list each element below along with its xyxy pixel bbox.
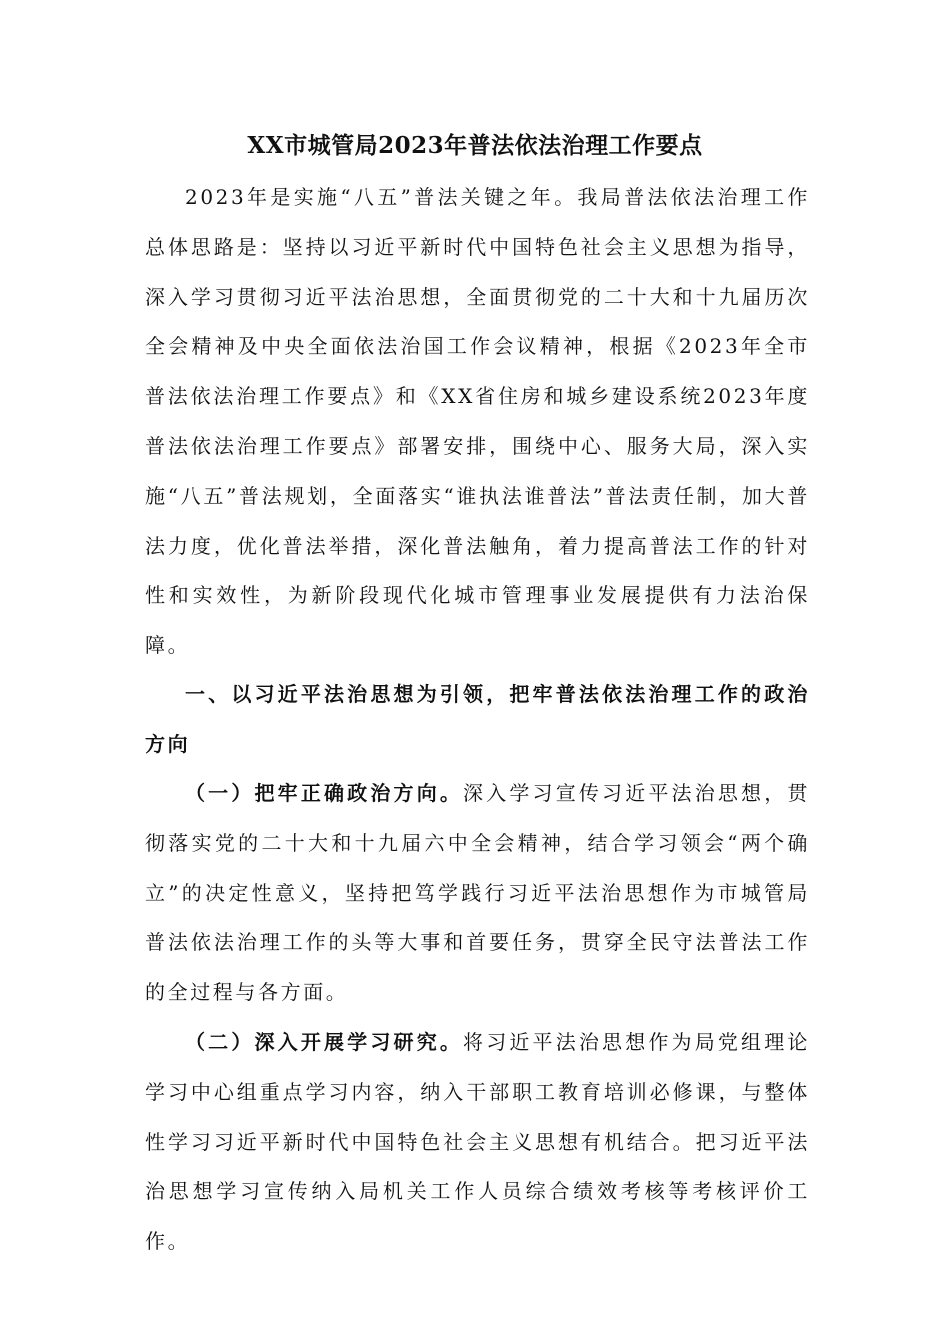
item-1-paragraph (145, 769, 810, 1018)
item-1-text: 深入学习宣传习近平法治思想，贯彻落实党的二十大和十九届六中全会精神，结合学习领会“两个确立”的决定性意义，坚持把笃学践行习近平法治思想作为市城管局普法依法治理工作的头等大事和首要任务，贯穿全民守法普法工作的全过程与各方面。 (145, 781, 810, 1005)
document-title: XX市城管局2023年普法依法治理工作要点 (247, 132, 703, 159)
intro-paragraph: 2023年是实施“八五”普法关键之年。我局普法依法治理工作总体思路是：坚持以习近平新时代中国特色社会主义思想为指导，深入学习贯彻习近平法治思想，全面贯彻党的二十大和十九届历次全会精神及中央全面依法治国工作会议精神，根据《2023年全市普法依法治理工作要点》和《XX省住房和城乡建设系统2023年度普法依法治理工作要点》部署安排，围绕中心、服务大局，深入实施“八五”普法规划，全面落实“谁执法谁普法”普法责任制，加大普法力度，优化普法举措，深化普法触角，着力提高普法工作的针对性和实效性，为新阶段现代化城市管理事业发展提供有力法治保障。 (145, 185, 810, 658)
item-2-paragraph (145, 1018, 810, 1267)
item-2-text: 将习近平法治思想作为局党组理论学习中心组重点学习内容，纳入干部职工教育培训必修课，与整体性学习习近平新时代中国特色社会主义思想有机结合。把习近平法治思想学习宣传纳入局机关工作人员综合绩效考核等考核评价工作。 (145, 1030, 810, 1254)
item-2-lead: （二）深入开展学习研究。 (185, 1030, 464, 1054)
item-1-lead: （一）把牢正确政治方向。 (185, 781, 464, 805)
section-1-heading: 一、以习近平法治思想为引领，把牢普法依法治理工作的政治方向 (145, 682, 810, 756)
